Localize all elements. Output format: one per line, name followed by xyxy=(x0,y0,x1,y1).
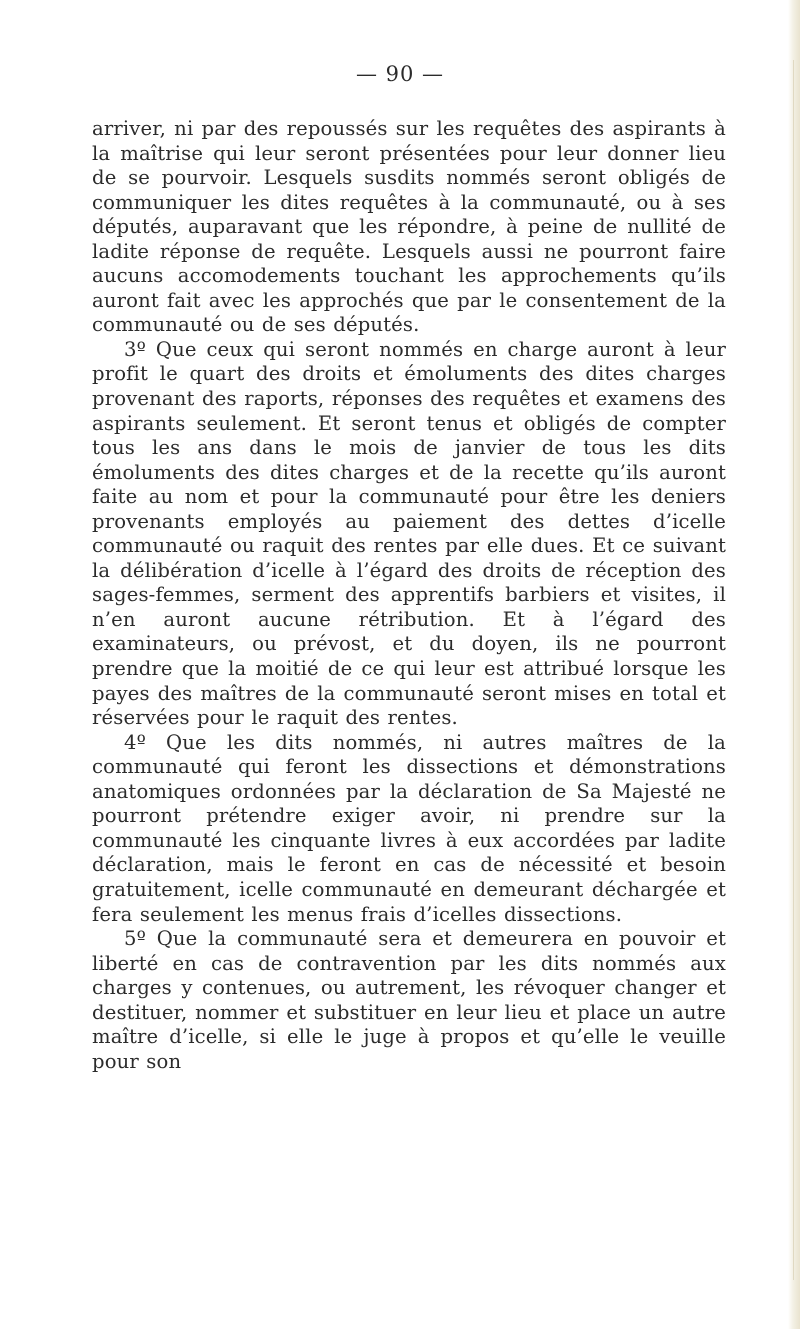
paragraph-article-4: 4º Que les dits nommés, ni autres maîtres de la communauté qui feront les dissections et démonstrations anatomiques ordonnées par la déclaration de Sa Majesté ne pourront prétendre exiger avoir, ni prendre sur la communauté les cinquante livres à eux accordées par ladite déclaration, mais le feront en cas de nécessité et besoin gratuitement, icelle communauté en demeurant déchargée et fera seulement les menus frais d’icelles dissections. xyxy=(92,730,726,926)
paragraph-continuation: arriver, ni par des repoussés sur les requêtes des aspirants à la maîtrise qui leur seront présentées pour leur donner lieu de se pourvoir. Lesquels susdits nommés seront obligés de communiquer les dites requêtes à la communauté, ou à ses députés, auparavant que les répondre, à peine de nullité de ladite réponse de requête. Lesquels aussi ne pourront faire aucuns accomodements touchant les approchements qu’ils auront fait avec les approchés que par le consentement de la communauté ou de ses députés. xyxy=(92,117,726,337)
paragraph-article-5: 5º Que la communauté sera et demeurera en pouvoir et liberté en cas de contravention par les dits nommés aux charges y contenues, ou autrement, les révoquer changer et destituer, nommer et substituer en leur lieu et place un autre maître d’icelle, si elle le juge à propos et qu’elle le veuille pour son xyxy=(92,927,726,1073)
scan-page-edge-line xyxy=(793,60,794,1280)
page-number: — 90 — xyxy=(355,62,445,86)
document-body xyxy=(92,117,726,1074)
paragraph-article-3: 3º Que ceux qui seront nommés en charge auront à leur profit le quart des droits et émoluments des dites charges provenant des raports, réponses des requêtes et examens des aspirants seulement. Et seront tenus et obligés de compter tous les ans dans le mois de janvier de tous les dits émoluments des dites charges et de la recette qu’ils auront faite au nom et pour la communauté pour être les deniers provenants employés au paiement des dettes d’icelle communauté ou raquit des rentes par elle dues. Et ce suivant la délibération d’icelle à l’égard des droits de réception des sages-femmes, serment des apprentifs barbiers et visites, il n’en auront aucune rétribution. Et à l’égard des examinateurs, ou prévost, et du doyen, ils ne pourront prendre que la moitié de ce qui leur est attribué lorsque les payes des maîtres de la communauté seront mises en total et réservées pour le raquit des rentes. xyxy=(92,337,726,730)
scan-page-edge xyxy=(788,0,800,1329)
